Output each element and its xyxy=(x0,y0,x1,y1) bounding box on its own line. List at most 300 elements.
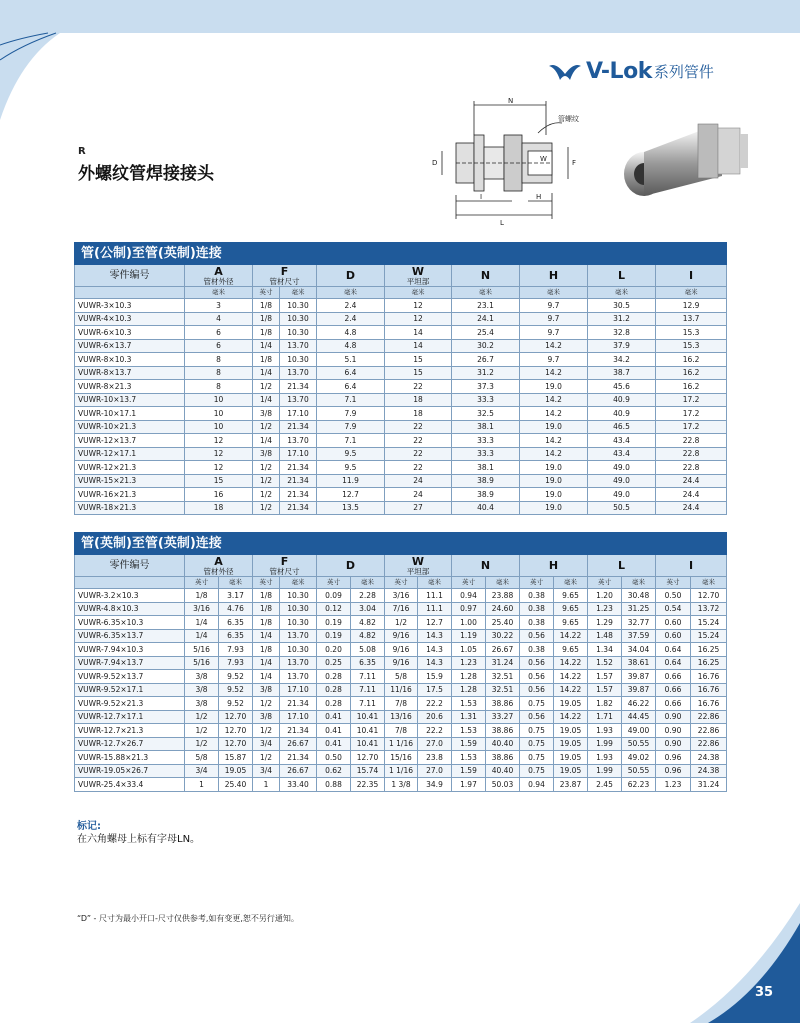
value-cell: 26.67 xyxy=(280,737,317,751)
value-cell: 12.70 xyxy=(691,589,727,603)
table2-unit-cell: 毫米 xyxy=(219,577,253,589)
value-cell: 15.87 xyxy=(219,751,253,765)
value-cell: 30.48 xyxy=(622,589,656,603)
value-cell: 1.53 xyxy=(452,724,486,738)
value-cell: 1.57 xyxy=(588,683,622,697)
table2-unit-cell: 英寸 xyxy=(385,577,418,589)
value-cell: 25.4 xyxy=(452,326,520,340)
value-cell: 50.5 xyxy=(588,501,656,515)
value-cell: 8 xyxy=(185,353,253,367)
value-cell: 0.96 xyxy=(656,764,691,778)
table2-header-A: A xyxy=(214,554,223,568)
wing-logo-icon xyxy=(548,60,582,82)
value-cell: 0.54 xyxy=(656,602,691,616)
value-cell: 0.90 xyxy=(656,724,691,738)
table2-unit-cell: 英寸 xyxy=(452,577,486,589)
value-cell: 9.7 xyxy=(520,299,588,313)
value-cell: 33.3 xyxy=(452,393,520,407)
value-cell: 5/16 xyxy=(185,643,219,657)
value-cell: 0.97 xyxy=(452,602,486,616)
value-cell: 40.9 xyxy=(588,407,656,421)
value-cell: 1 3/8 xyxy=(385,778,418,792)
value-cell: 45.6 xyxy=(588,380,656,394)
table-row xyxy=(75,764,727,778)
value-cell: 17.10 xyxy=(280,447,317,461)
value-cell: 19.0 xyxy=(520,380,588,394)
drawing-label-W: W xyxy=(540,155,547,163)
value-cell: 21.34 xyxy=(280,380,317,394)
value-cell: 9.65 xyxy=(554,589,588,603)
value-cell: 1.71 xyxy=(588,710,622,724)
value-cell: 9.7 xyxy=(520,312,588,326)
value-cell: 16.76 xyxy=(691,670,727,684)
table-row xyxy=(75,670,727,684)
value-cell: 32.77 xyxy=(622,616,656,630)
part-number-cell: VUWR-9.52×13.7 xyxy=(75,670,185,684)
value-cell: 16.2 xyxy=(656,380,727,394)
value-cell: 12 xyxy=(185,447,253,461)
value-cell: 5/8 xyxy=(185,751,219,765)
table2-unit-cell: 毫米 xyxy=(351,577,385,589)
value-cell: 49.00 xyxy=(622,724,656,738)
table-row xyxy=(75,407,727,421)
part-number-cell: VUWR-10×17.1 xyxy=(75,407,185,421)
value-cell: 21.34 xyxy=(280,461,317,475)
value-cell: 9.52 xyxy=(219,670,253,684)
table1-title: 管(公制)至管(英制)连接 xyxy=(75,243,727,265)
part-number-cell: VUWR-6×13.7 xyxy=(75,339,185,353)
value-cell: 1/2 xyxy=(185,710,219,724)
value-cell: 1.52 xyxy=(588,656,622,670)
table2-header-part: 零件编号 xyxy=(109,560,150,571)
value-cell: 7.93 xyxy=(219,643,253,657)
table2-header-A-sub: 管材外径 xyxy=(203,566,234,576)
value-cell: 43.4 xyxy=(588,447,656,461)
value-cell: 0.41 xyxy=(317,737,351,751)
table-row xyxy=(75,420,727,434)
value-cell: 12.7 xyxy=(317,488,385,502)
value-cell: 14 xyxy=(385,326,452,340)
corner-graphic xyxy=(690,903,800,1023)
value-cell: 24.38 xyxy=(691,764,727,778)
table-row xyxy=(75,656,727,670)
value-cell: 24 xyxy=(385,474,452,488)
value-cell: 1/2 xyxy=(253,488,280,502)
value-cell: 24.60 xyxy=(486,602,520,616)
value-cell: 6.4 xyxy=(317,380,385,394)
value-cell: 0.75 xyxy=(520,724,554,738)
value-cell: 22 xyxy=(385,447,452,461)
value-cell: 9/16 xyxy=(385,629,418,643)
value-cell: 7.9 xyxy=(317,407,385,421)
value-cell: 1/4 xyxy=(253,656,280,670)
value-cell: 22 xyxy=(385,380,452,394)
table-row xyxy=(75,312,727,326)
value-cell: 1/8 xyxy=(253,353,280,367)
value-cell: 0.56 xyxy=(520,710,554,724)
value-cell: 1.53 xyxy=(452,697,486,711)
value-cell: 19.0 xyxy=(520,461,588,475)
value-cell: 13.5 xyxy=(317,501,385,515)
value-cell: 17.2 xyxy=(656,420,727,434)
value-cell: 1.23 xyxy=(452,656,486,670)
table2-unit-cell: 英寸 xyxy=(253,577,280,589)
value-cell: 1.93 xyxy=(588,751,622,765)
value-cell: 37.59 xyxy=(622,629,656,643)
value-cell: 2.4 xyxy=(317,299,385,313)
value-cell: 0.25 xyxy=(317,656,351,670)
value-cell: 20.6 xyxy=(418,710,452,724)
value-cell: 15 xyxy=(185,474,253,488)
value-cell: 17.5 xyxy=(418,683,452,697)
value-cell: 31.2 xyxy=(588,312,656,326)
value-cell: 24.4 xyxy=(656,501,727,515)
value-cell: 0.38 xyxy=(520,589,554,603)
part-number-cell: VUWR-7.94×13.7 xyxy=(75,656,185,670)
value-cell: 49.0 xyxy=(588,461,656,475)
value-cell: 26.67 xyxy=(486,643,520,657)
value-cell: 0.64 xyxy=(656,643,691,657)
value-cell: 13.70 xyxy=(280,339,317,353)
part-number-cell: VUWR-4×10.3 xyxy=(75,312,185,326)
table2-unit-cell: 英寸 xyxy=(588,577,622,589)
value-cell: 5.1 xyxy=(317,353,385,367)
value-cell: 1/4 xyxy=(253,670,280,684)
value-cell: 31.24 xyxy=(691,778,727,792)
value-cell: 6.35 xyxy=(219,616,253,630)
value-cell: 21.34 xyxy=(280,724,317,738)
value-cell: 0.75 xyxy=(520,764,554,778)
table1-header-part: 零件编号 xyxy=(109,270,150,281)
table-row xyxy=(75,326,727,340)
value-cell: 1/2 xyxy=(253,474,280,488)
value-cell: 4.82 xyxy=(351,616,385,630)
value-cell: 19.0 xyxy=(520,474,588,488)
table-row xyxy=(75,299,727,313)
value-cell: 14.3 xyxy=(418,629,452,643)
value-cell: 18 xyxy=(385,393,452,407)
table2-header-F-sub: 管材尺寸 xyxy=(269,566,300,576)
table-row xyxy=(75,724,727,738)
value-cell: 27.0 xyxy=(418,764,452,778)
value-cell: 12.7 xyxy=(418,616,452,630)
value-cell: 33.3 xyxy=(452,434,520,448)
value-cell: 12.9 xyxy=(656,299,727,313)
brand-logo-text: V-Lok xyxy=(586,58,652,84)
value-cell: 1/2 xyxy=(253,751,280,765)
table1-unit-cell: 毫米 xyxy=(185,287,253,299)
value-cell: 40.4 xyxy=(452,501,520,515)
value-cell: 40.40 xyxy=(486,737,520,751)
value-cell: 4.82 xyxy=(351,629,385,643)
value-cell: 32.8 xyxy=(588,326,656,340)
value-cell: 3/4 xyxy=(185,764,219,778)
value-cell: 0.60 xyxy=(656,616,691,630)
value-cell: 23.1 xyxy=(452,299,520,313)
value-cell: 1.23 xyxy=(588,602,622,616)
value-cell: 10.30 xyxy=(280,602,317,616)
value-cell: 14.2 xyxy=(520,447,588,461)
value-cell: 4 xyxy=(185,312,253,326)
value-cell: 19.05 xyxy=(554,697,588,711)
table1-header-F-sub: 管材尺寸 xyxy=(269,276,300,286)
value-cell: 7/8 xyxy=(385,724,418,738)
table2-unit-cell: 毫米 xyxy=(691,577,727,589)
value-cell: 14.2 xyxy=(520,339,588,353)
value-cell: 21.34 xyxy=(280,751,317,765)
value-cell: 1/4 xyxy=(253,393,280,407)
value-cell: 21.34 xyxy=(280,474,317,488)
technical-drawing xyxy=(428,95,608,230)
table2-unit-cell: 英寸 xyxy=(317,577,351,589)
table-row xyxy=(75,602,727,616)
value-cell: 1/8 xyxy=(253,589,280,603)
value-cell: 0.75 xyxy=(520,751,554,765)
table-row xyxy=(75,474,727,488)
value-cell: 1/2 xyxy=(385,616,418,630)
table1-header-I: I xyxy=(689,269,694,282)
value-cell: 10.30 xyxy=(280,643,317,657)
value-cell: 19.05 xyxy=(554,737,588,751)
value-cell: 9.7 xyxy=(520,326,588,340)
value-cell: 14.3 xyxy=(418,656,452,670)
value-cell: 43.4 xyxy=(588,434,656,448)
top-band xyxy=(0,0,800,33)
value-cell: 2.28 xyxy=(351,589,385,603)
table2-unit-cell: 英寸 xyxy=(520,577,554,589)
imperial-to-imperial-table xyxy=(74,532,727,792)
value-cell: 10.41 xyxy=(351,710,385,724)
value-cell: 0.20 xyxy=(317,643,351,657)
table2-unit-cell: 毫米 xyxy=(622,577,656,589)
value-cell: 10 xyxy=(185,393,253,407)
value-cell: 33.40 xyxy=(280,778,317,792)
table-row xyxy=(75,501,727,515)
value-cell: 1/2 xyxy=(185,724,219,738)
value-cell: 6 xyxy=(185,339,253,353)
table1-unit-cell: 毫米 xyxy=(317,287,385,299)
value-cell: 1.20 xyxy=(588,589,622,603)
drawing-label-thread: 管螺纹 xyxy=(558,115,579,123)
value-cell: 14.22 xyxy=(554,656,588,670)
value-cell: 1.29 xyxy=(588,616,622,630)
value-cell: 1.31 xyxy=(452,710,486,724)
value-cell: 10.30 xyxy=(280,312,317,326)
value-cell: 1.99 xyxy=(588,764,622,778)
table-row xyxy=(75,447,727,461)
value-cell: 1/2 xyxy=(253,380,280,394)
value-cell: 10 xyxy=(185,420,253,434)
value-cell: 34.9 xyxy=(418,778,452,792)
table-row xyxy=(75,697,727,711)
table1-header-F: F xyxy=(280,264,289,278)
value-cell: 15 xyxy=(385,353,452,367)
drawing-label-I: I xyxy=(480,193,483,201)
brand-logo xyxy=(548,58,714,84)
value-cell: 15.9 xyxy=(418,670,452,684)
value-cell: 1/8 xyxy=(185,589,219,603)
part-number-cell: VUWR-9.52×17.1 xyxy=(75,683,185,697)
table1-unit-cell: 毫米 xyxy=(452,287,520,299)
value-cell: 0.60 xyxy=(656,629,691,643)
value-cell: 14.22 xyxy=(554,683,588,697)
value-cell: 3/8 xyxy=(253,407,280,421)
value-cell: 0.90 xyxy=(656,710,691,724)
part-number-cell: VUWR-12.7×17.1 xyxy=(75,710,185,724)
value-cell: 0.66 xyxy=(656,670,691,684)
value-cell: 0.38 xyxy=(520,602,554,616)
notes-body: 在六角螺母上标有字母LN。 xyxy=(77,834,201,845)
value-cell: 26.67 xyxy=(280,764,317,778)
value-cell: 11/16 xyxy=(385,683,418,697)
part-number-cell: VUWR-15×21.3 xyxy=(75,474,185,488)
value-cell: 14.2 xyxy=(520,393,588,407)
part-number-cell: VUWR-9.52×21.3 xyxy=(75,697,185,711)
table1-header-N: N xyxy=(480,269,491,282)
value-cell: 6.35 xyxy=(351,656,385,670)
value-cell: 16 xyxy=(185,488,253,502)
table-row xyxy=(75,434,727,448)
value-cell: 3/8 xyxy=(253,447,280,461)
table-row xyxy=(75,380,727,394)
part-number-cell: VUWR-8×13.7 xyxy=(75,366,185,380)
value-cell: 1.53 xyxy=(452,751,486,765)
value-cell: 50.03 xyxy=(486,778,520,792)
value-cell: 0.09 xyxy=(317,589,351,603)
value-cell: 5.08 xyxy=(351,643,385,657)
value-cell: 0.38 xyxy=(520,616,554,630)
value-cell: 7.9 xyxy=(317,420,385,434)
table-row xyxy=(75,461,727,475)
table1-header-A: A xyxy=(214,264,223,278)
table-row xyxy=(75,751,727,765)
value-cell: 22.8 xyxy=(656,447,727,461)
value-cell: 1/2 xyxy=(253,501,280,515)
value-cell: 0.28 xyxy=(317,670,351,684)
page-number: 35 xyxy=(755,985,774,1000)
value-cell: 1/4 xyxy=(253,434,280,448)
value-cell: 13.70 xyxy=(280,393,317,407)
value-cell: 50.55 xyxy=(622,764,656,778)
value-cell: 31.2 xyxy=(452,366,520,380)
value-cell: 24.4 xyxy=(656,488,727,502)
table1-header-A-sub: 管材外径 xyxy=(203,276,234,286)
value-cell: 14.22 xyxy=(554,670,588,684)
table1-header-W: W xyxy=(411,264,425,278)
value-cell: 38.1 xyxy=(452,461,520,475)
value-cell: 0.75 xyxy=(520,697,554,711)
value-cell: 10.30 xyxy=(280,326,317,340)
value-cell: 40.9 xyxy=(588,393,656,407)
part-number-cell: VUWR-6×10.3 xyxy=(75,326,185,340)
table2-header-W-sub: 平坦部 xyxy=(406,566,430,576)
value-cell: 14.2 xyxy=(520,366,588,380)
table2-header-F: F xyxy=(280,554,289,568)
value-cell: 3/8 xyxy=(253,683,280,697)
value-cell: 10 xyxy=(185,407,253,421)
notes-heading: 标记: xyxy=(77,821,101,832)
value-cell: 17.2 xyxy=(656,407,727,421)
table1-unit-row xyxy=(75,287,727,299)
value-cell: 39.87 xyxy=(622,670,656,684)
value-cell: 0.12 xyxy=(317,602,351,616)
value-cell: 38.86 xyxy=(486,724,520,738)
value-cell: 3/4 xyxy=(253,737,280,751)
table1-unit-cell: 毫米 xyxy=(520,287,588,299)
value-cell: 22.86 xyxy=(691,724,727,738)
value-cell: 3.04 xyxy=(351,602,385,616)
part-number-cell: VUWR-10×21.3 xyxy=(75,420,185,434)
value-cell: 7.1 xyxy=(317,393,385,407)
value-cell: 5/16 xyxy=(185,656,219,670)
value-cell: 1 xyxy=(185,778,219,792)
value-cell: 49.02 xyxy=(622,751,656,765)
value-cell: 46.22 xyxy=(622,697,656,711)
value-cell: 4.76 xyxy=(219,602,253,616)
value-cell: 1 1/16 xyxy=(385,737,418,751)
value-cell: 15/16 xyxy=(385,751,418,765)
value-cell: 21.34 xyxy=(280,420,317,434)
part-number-cell: VUWR-3.2×10.3 xyxy=(75,589,185,603)
part-number-cell: VUWR-12.7×26.7 xyxy=(75,737,185,751)
table1-header-L: L xyxy=(617,269,625,282)
part-number-cell: VUWR-12×17.1 xyxy=(75,447,185,461)
value-cell: 34.04 xyxy=(622,643,656,657)
value-cell: 11.1 xyxy=(418,602,452,616)
value-cell: 22 xyxy=(385,461,452,475)
value-cell: 16.25 xyxy=(691,656,727,670)
value-cell: 13/16 xyxy=(385,710,418,724)
value-cell: 1.19 xyxy=(452,629,486,643)
value-cell: 16.76 xyxy=(691,697,727,711)
table2-header-H: H xyxy=(548,559,559,572)
drawing-label-D: D xyxy=(432,159,438,167)
table2-unit-cell: 英寸 xyxy=(185,577,219,589)
value-cell: 10.30 xyxy=(280,353,317,367)
table1-header-D: D xyxy=(345,269,356,282)
value-cell: 22 xyxy=(385,434,452,448)
value-cell: 17.10 xyxy=(280,710,317,724)
value-cell: 19.05 xyxy=(554,764,588,778)
table-row xyxy=(75,366,727,380)
value-cell: 27 xyxy=(385,501,452,515)
value-cell: 10.30 xyxy=(280,299,317,313)
part-number-cell: VUWR-8×10.3 xyxy=(75,353,185,367)
table-row xyxy=(75,393,727,407)
part-number-cell: VUWR-4.8×10.3 xyxy=(75,602,185,616)
value-cell: 17.2 xyxy=(656,393,727,407)
value-cell: 1.59 xyxy=(452,737,486,751)
value-cell: 6 xyxy=(185,326,253,340)
value-cell: 14.2 xyxy=(520,434,588,448)
part-number-cell: VUWR-16×21.3 xyxy=(75,488,185,502)
value-cell: 7.11 xyxy=(351,683,385,697)
value-cell: 9.65 xyxy=(554,602,588,616)
value-cell: 32.5 xyxy=(452,407,520,421)
table-row xyxy=(75,683,727,697)
value-cell: 0.62 xyxy=(317,764,351,778)
value-cell: 1 1/16 xyxy=(385,764,418,778)
part-number-cell: VUWR-3×10.3 xyxy=(75,299,185,313)
value-cell: 22 xyxy=(385,420,452,434)
table2-header-L: L xyxy=(617,559,625,572)
value-cell: 22.2 xyxy=(418,724,452,738)
value-cell: 13.70 xyxy=(280,629,317,643)
value-cell: 21.34 xyxy=(280,488,317,502)
value-cell: 4.8 xyxy=(317,339,385,353)
value-cell: 1/2 xyxy=(253,420,280,434)
value-cell: 3/8 xyxy=(253,710,280,724)
